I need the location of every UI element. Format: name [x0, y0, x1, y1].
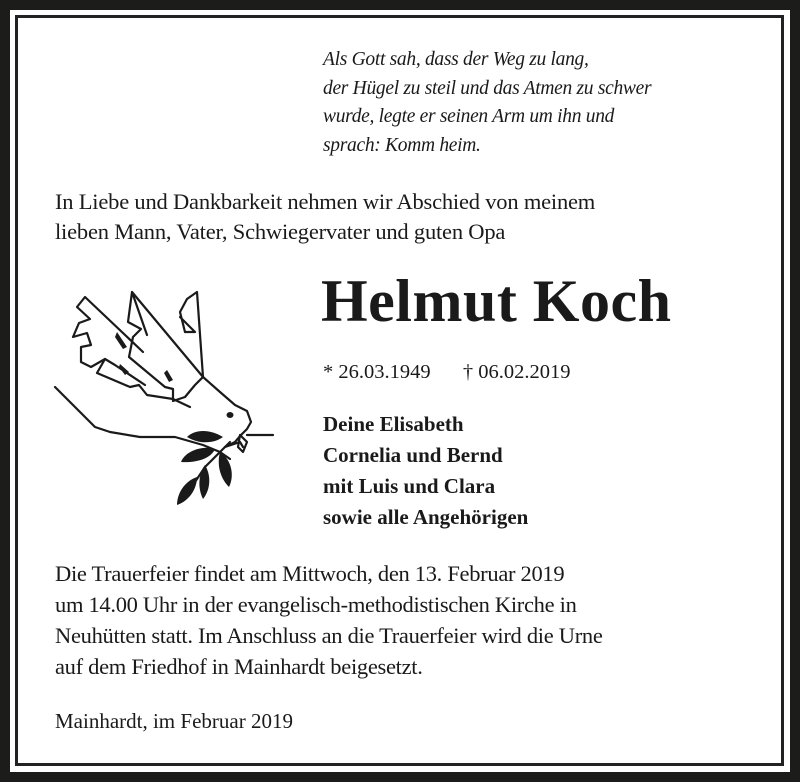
funeral-line: Die Trauerfeier findet am Mittwoch, den 13. Februar 2019: [55, 561, 565, 586]
funeral-details: [55, 558, 603, 682]
quote-line: wurde, legte er seinen Arm um ihn und: [323, 106, 615, 127]
funeral-line: um 14.00 Uhr in der evangelisch-methodistischen Kirche in: [55, 592, 577, 617]
mourner-line: Cornelia und Bernd: [323, 443, 503, 467]
funeral-line: Neuhütten statt. Im Anschluss an die Trauerfeier wird die Urne: [55, 623, 603, 648]
mourner-line: Deine Elisabeth: [323, 412, 464, 436]
birth-symbol: *: [323, 361, 334, 383]
birth-date: 26.03.1949: [338, 361, 431, 383]
mourner-line: mit Luis und Clara: [323, 474, 496, 498]
memorial-quote: [323, 46, 651, 160]
intro-line: lieben Mann, Vater, Schwiegervater und guten Opa: [55, 219, 506, 244]
deceased-name: Helmut Koch: [321, 268, 672, 334]
life-dates: [323, 358, 571, 386]
dove-with-olive-branch-icon: [35, 277, 275, 507]
death-date: 06.02.2019: [478, 361, 571, 383]
obituary-card: [10, 10, 790, 772]
quote-line: Als Gott sah, dass der Weg zu lang,: [323, 49, 589, 70]
cross-icon: †: [462, 361, 474, 383]
intro-text: [55, 187, 595, 247]
quote-line: sprach: Komm heim.: [323, 134, 481, 156]
mourner-line: sowie alle Angehörigen: [323, 505, 529, 529]
quote-line: der Hügel zu steil und das Atmen zu schwer: [323, 77, 652, 99]
place-date: Mainhardt, im Februar 2019: [55, 709, 293, 733]
funeral-line: auf dem Friedhof in Mainhardt beigesetzt.: [55, 654, 423, 679]
mourners-list: [323, 409, 528, 533]
intro-line: In Liebe und Dankbarkeit nehmen wir Abschied von meinem: [55, 189, 596, 214]
